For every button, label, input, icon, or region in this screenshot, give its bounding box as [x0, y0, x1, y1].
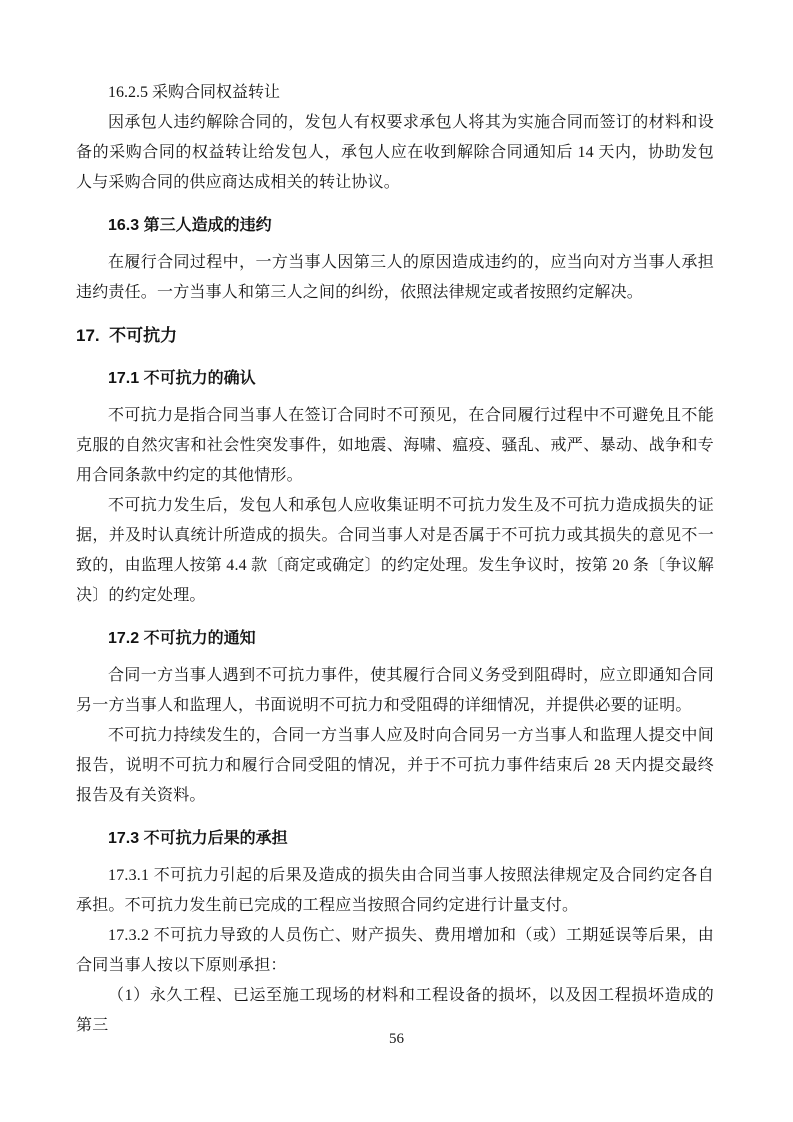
- paragraph-17-3-1: 17.3.1 不可抗力引起的后果及造成的损失由合同当事人按照法律规定及合同约定各自承担。不可抗力发生前已完成的工程应当按照合同约定进行计量支付。: [76, 867, 714, 914]
- section-heading-16-2-5: 16.2.5 采购合同权益转让: [108, 84, 281, 101]
- section-heading-17-1: 17.1 不可抗力的确认: [108, 370, 256, 387]
- section-heading-17-2: 17.2 不可抗力的通知: [108, 630, 256, 647]
- section-heading-16-3: 16.3 第三人造成的违约: [108, 217, 272, 234]
- section-heading-17-3: 17.3 不可抗力后果的承担: [108, 830, 288, 847]
- paragraph-17-1-body-2: 不可抗力发生后，发包人和承包人应收集证明不可抗力发生及不可抗力造成损失的证据，并及时认真统计所造成的损失。合同当事人对是否属于不可抗力或其损失的意见不一致的，由监理人按第 4.4 款〔商定或确定〕的约定处理。发生争议时，按第 20 条〔争议解决〕的约定处理。: [76, 497, 714, 604]
- page-number: 56: [389, 1031, 404, 1047]
- paragraph-17-2-body-2: 不可抗力持续发生的，合同一方当事人应及时向合同另一方当事人和监理人提交中间报告，说明不可抗力和履行合同受阻的情况，并于不可抗力事件结束后 28 天内提交最终报告及有关资料。: [76, 727, 714, 804]
- paragraph-16-3-body: 在履行合同过程中，一方当事人因第三人的原因造成违约的，应当向对方当事人承担违约责任。一方当事人和第三人之间的纠纷，依照法律规定或者按照约定解决。: [76, 254, 714, 301]
- paragraph-17-3-2: 17.3.2 不可抗力导致的人员伤亡、财产损失、费用增加和（或）工期延误等后果，由合同当事人按以下原则承担：: [76, 927, 714, 974]
- paragraph-17-2-body-1: 合同一方当事人遇到不可抗力事件，使其履行合同义务受到阻碍时，应立即通知合同另一方当事人和监理人，书面说明不可抗力和受阻碍的详细情况，并提供必要的证明。: [76, 667, 714, 714]
- paragraph-17-3-2-item-1: （1）永久工程、已运至施工现场的材料和工程设备的损坏，以及因工程损坏造成的第三: [76, 987, 714, 1034]
- paragraph-17-1-body-1: 不可抗力是指合同当事人在签订合同时不可预见，在合同履行过程中不可避免且不能克服的自然灾害和社会性突发事件，如地震、海啸、瘟疫、骚乱、戒严、暴动、战争和专用合同条款中约定的其他情形。: [76, 407, 714, 484]
- document-body: [76, 78, 714, 1041]
- paragraph-16-2-5-body: 因承包人违约解除合同的，发包人有权要求承包人将其为实施合同而签订的材料和设备的采购合同的权益转让给发包人，承包人应在收到解除合同通知后 14 天内，协助发包人与采购合同的供应商达成相关的转让协议。: [76, 114, 714, 191]
- chapter-heading-17: 17. 不可抗力: [76, 326, 178, 345]
